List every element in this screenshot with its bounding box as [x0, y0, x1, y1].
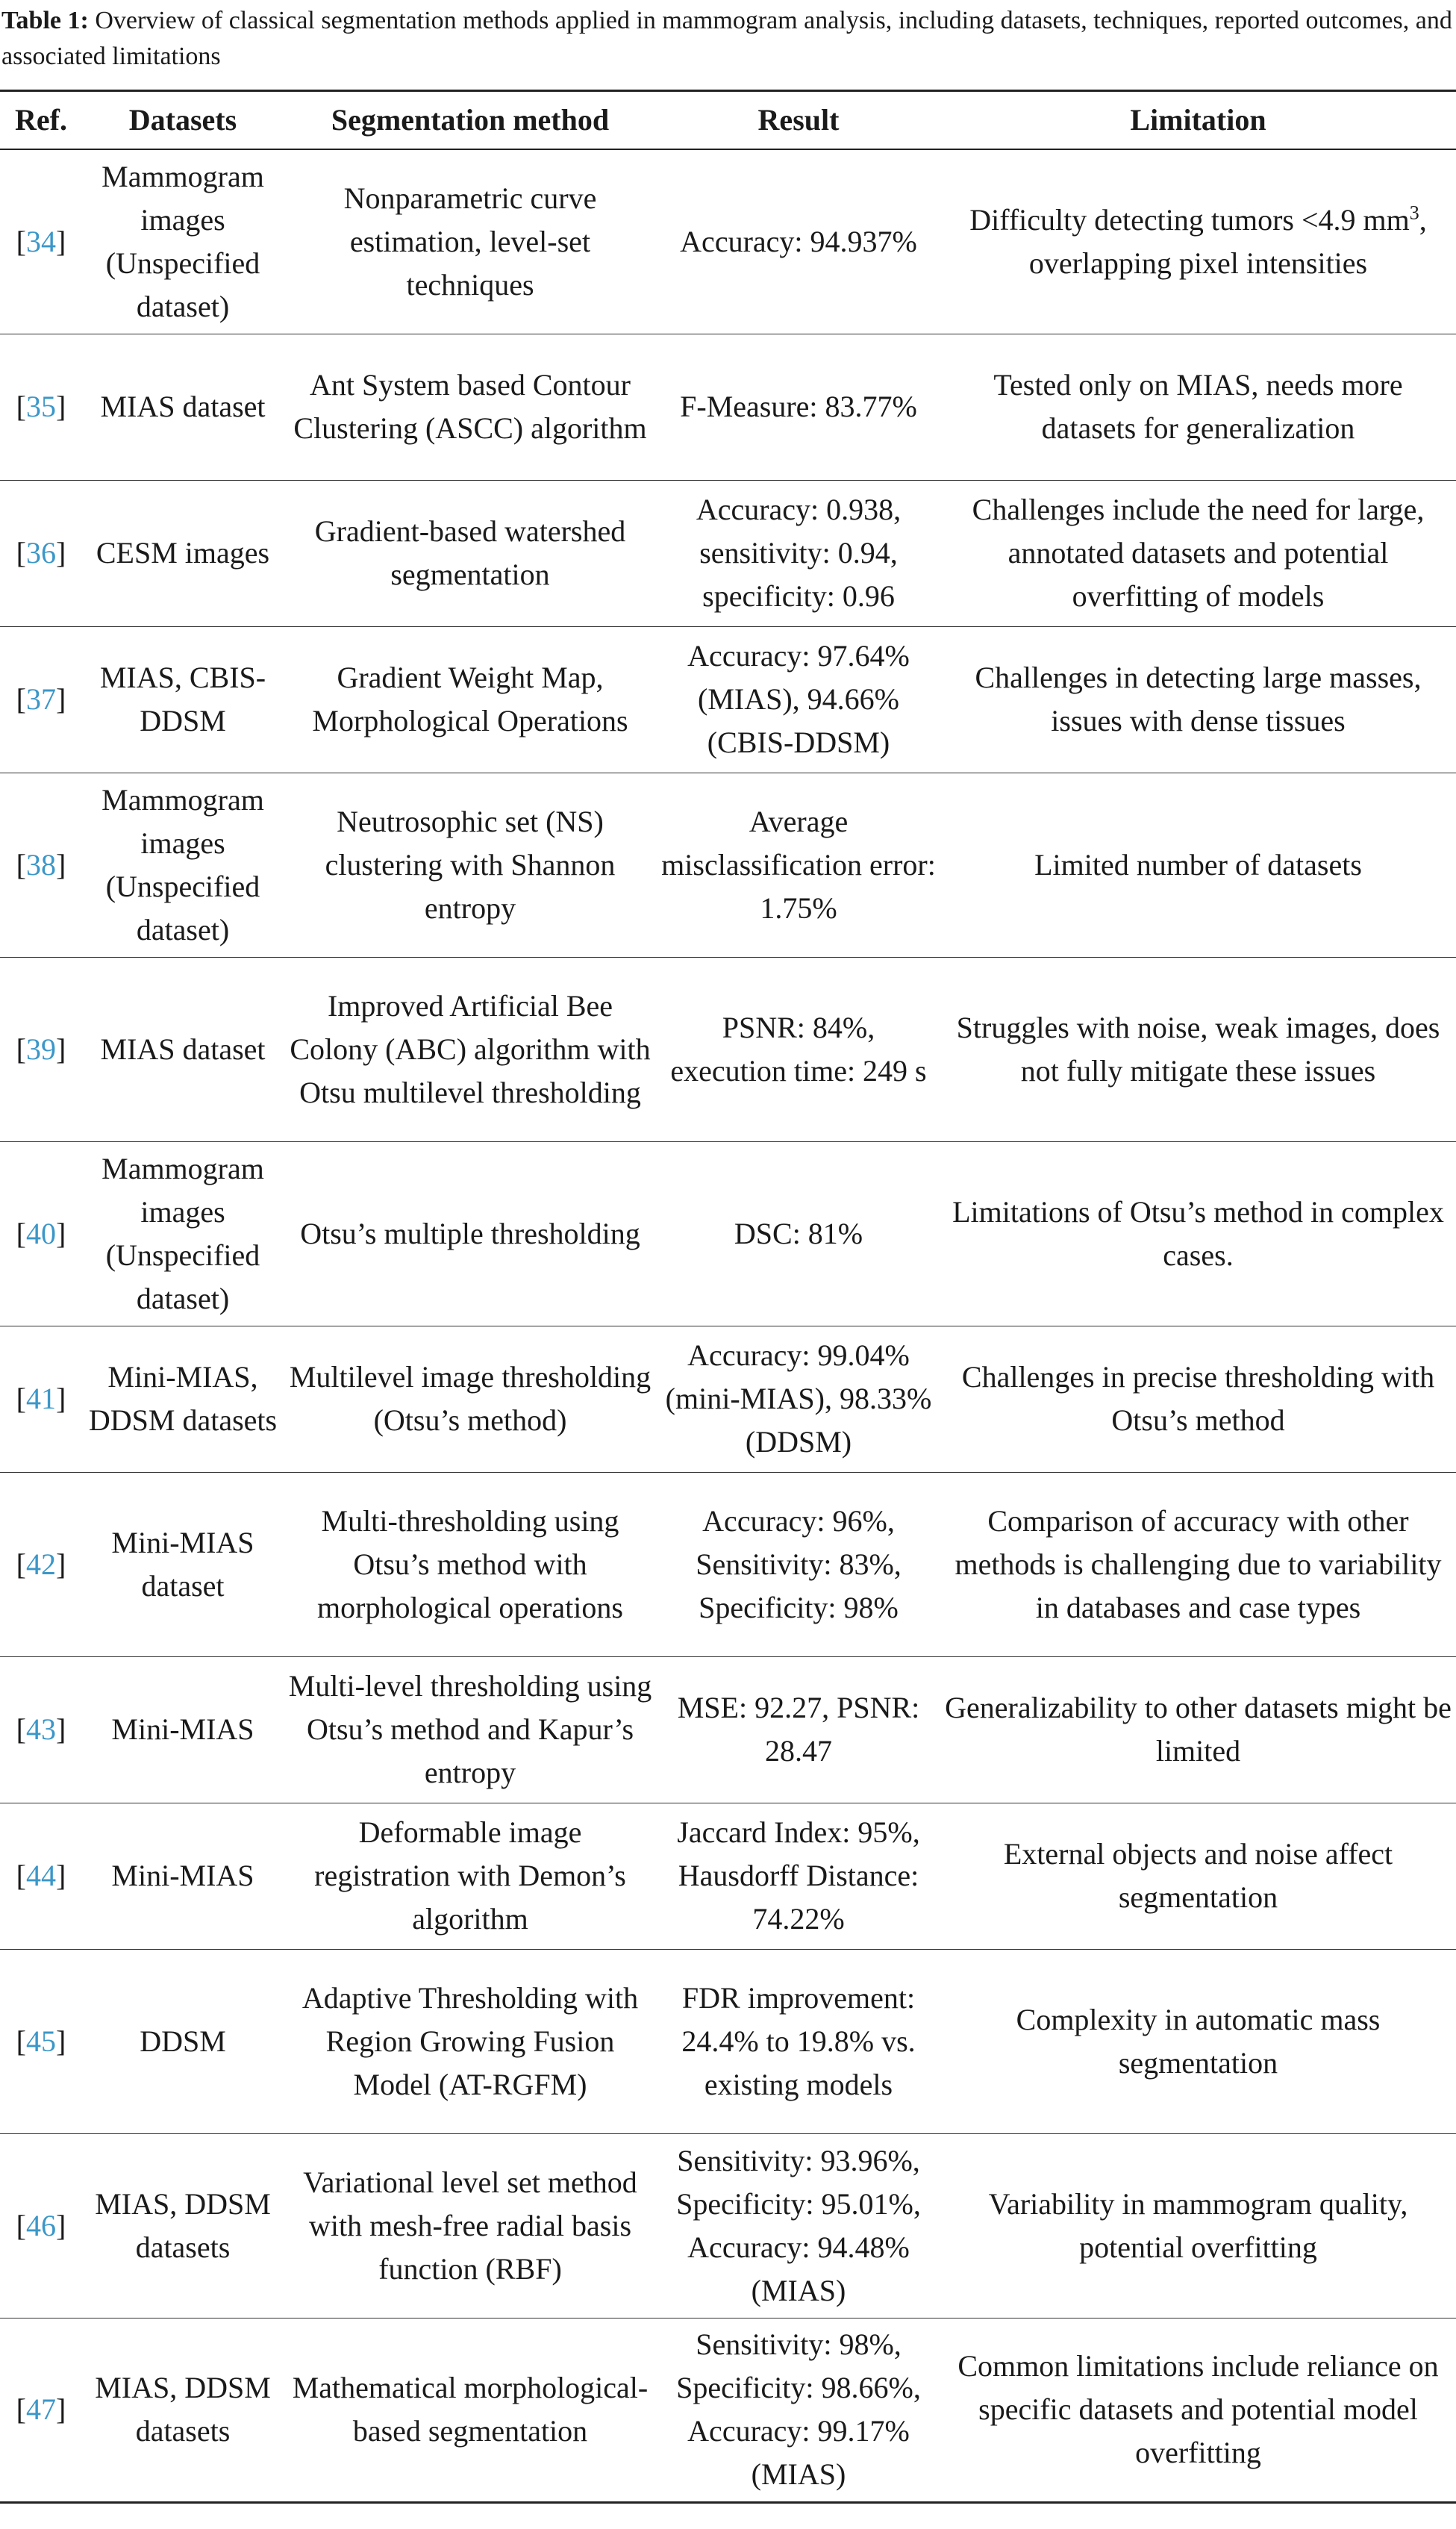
reference-link[interactable]: 39 [26, 1032, 56, 1066]
cell-limitation [940, 149, 1456, 334]
cell-method: Ant System based Contour Clustering (ASCC) algorithm [284, 334, 657, 480]
cell-ref: [36] [0, 480, 82, 626]
limitation-text-b: , overlapping pixel intensities [1028, 202, 1427, 280]
table-row [0, 2133, 1456, 2318]
cell-ref: [46] [0, 2133, 82, 2318]
header-result: Result [657, 91, 940, 150]
cell-datasets: MIAS, CBIS-DDSM [82, 626, 284, 773]
reference-link[interactable]: 36 [26, 536, 56, 570]
cell-result: Accuracy: 0.938, sensitivity: 0.94, specificity: 0.96 [657, 480, 940, 626]
cell-limitation: External objects and noise affect segmentation [940, 1803, 1456, 1949]
table-row [0, 1472, 1456, 1656]
cell-ref: [40] [0, 1141, 82, 1326]
cell-method: Nonparametric curve estimation, level-set techniques [284, 149, 657, 334]
header-row [0, 91, 1456, 150]
table-row [0, 957, 1456, 1141]
header-datasets: Datasets [82, 91, 284, 150]
cell-datasets: Mini-MIAS [82, 1656, 284, 1803]
cell-limitation: Generalizability to other datasets might be limited [940, 1656, 1456, 1803]
table-row [0, 1141, 1456, 1326]
cell-datasets: MIAS dataset [82, 334, 284, 480]
cell-method: Otsu’s multiple thresholding [284, 1141, 657, 1326]
cell-result: DSC: 81% [657, 1141, 940, 1326]
cell-ref: [38] [0, 773, 82, 957]
table-row [0, 626, 1456, 773]
cell-result: PSNR: 84%, execution time: 249 s [657, 957, 940, 1141]
cell-limitation: Limited number of datasets [940, 773, 1456, 957]
cell-method: Gradient-based watershed segmentation [284, 480, 657, 626]
cell-method: Improved Artificial Bee Colony (ABC) algorithm with Otsu multilevel thresholding [284, 957, 657, 1141]
cell-limitation: Common limitations include reliance on specific datasets and potential model overfitting [957, 2349, 1439, 2469]
reference-link[interactable]: 44 [26, 1859, 56, 1892]
cell-result: Jaccard Index: 95%, Hausdorff Distance: 74.22% [657, 1803, 940, 1949]
cell-method: Adaptive Thresholding with Region Growing Fusion Model (AT-RGFM) [284, 1949, 657, 2133]
cell-limitation: Challenges include the need for large, annotated datasets and potential overfitting of models [940, 480, 1456, 626]
reference-link[interactable]: 38 [26, 847, 56, 882]
cell-method: Deformable image registration with Demon’s algorithm [284, 1803, 657, 1949]
cell-ref: [42] [0, 1472, 82, 1656]
cell-method: Multi-thresholding using Otsu’s method with morphological operations [284, 1472, 657, 1656]
header-method: Segmentation method [284, 91, 657, 150]
header-limitation: Limitation [940, 91, 1456, 150]
cell-limitation: Challenges in precise thresholding with Otsu’s method [940, 1326, 1456, 1472]
limitation-superscript: 3 [1409, 202, 1419, 224]
table-row [0, 149, 1456, 334]
table-row [0, 2318, 1456, 2502]
reference-link[interactable]: 37 [26, 682, 56, 716]
cell-limitation: Variability in mammogram quality, potential overfitting [940, 2133, 1456, 2318]
caption-label: Table 1: [1, 7, 89, 34]
cell-ref: [41] [0, 1326, 82, 1472]
cell-result: Average misclassification error: 1.75% [657, 773, 940, 957]
reference-link[interactable]: 46 [26, 2208, 56, 2242]
cell-method: Multilevel image thresholding (Otsu’s method) [284, 1326, 657, 1472]
cell-result: FDR improvement: 24.4% to 19.8% vs. existing models [657, 1949, 940, 2133]
table-row [0, 334, 1456, 480]
cell-result: Sensitivity: 93.96%, Specificity: 95.01%, Accuracy: 94.48% (MIAS) [657, 2133, 940, 2318]
cell-ref: [47] [16, 2392, 66, 2426]
cell-limitation: Struggles with noise, weak images, does not fully mitigate these issues [940, 957, 1456, 1141]
cell-result: Sensitivity: 98%, Specificity: 98.66%, Accuracy: 99.17% (MIAS) [676, 2327, 921, 2491]
cell-limitation: Tested only on MIAS, needs more datasets for generalization [940, 334, 1456, 480]
cell-datasets: MIAS, DDSM datasets [82, 2133, 284, 2318]
segmentation-methods-table [0, 90, 1456, 2504]
reference-link[interactable]: 47 [26, 2392, 56, 2426]
cell-result: F-Measure: 83.77% [657, 334, 940, 480]
table-row [0, 1326, 1456, 1472]
reference-link[interactable]: 45 [26, 2024, 56, 2058]
reference-link[interactable]: 42 [26, 1547, 56, 1581]
table-row [0, 1803, 1456, 1949]
cell-datasets: MIAS dataset [82, 957, 284, 1141]
header-ref: Ref. [0, 91, 82, 150]
cell-datasets: Mammogram images (Unspecified dataset) [82, 1141, 284, 1326]
reference-link[interactable]: 40 [26, 1216, 56, 1250]
cell-datasets: Mini-MIAS [82, 1803, 284, 1949]
cell-limitation: Challenges in detecting large masses, issues with dense tissues [940, 626, 1456, 773]
cell-ref: [44] [0, 1803, 82, 1949]
cell-datasets: Mini-MIAS, DDSM datasets [82, 1326, 284, 1472]
cell-limitation: Comparison of accuracy with other methods is challenging due to variability in databases and case types [940, 1472, 1456, 1656]
cell-method: Variational level set method with mesh-free radial basis function (RBF) [284, 2133, 657, 2318]
cell-datasets: DDSM [82, 1949, 284, 2133]
cell-ref: [35] [0, 334, 82, 480]
cell-method: Neutrosophic set (NS) clustering with Shannon entropy [284, 773, 657, 957]
reference-link[interactable]: 41 [26, 1382, 56, 1415]
table-row [0, 773, 1456, 957]
cell-ref: [39] [0, 957, 82, 1141]
caption-text: Overview of classical segmentation methods applied in mammogram analysis, including datasets, techniques, reported outcomes, and associated limitations [1, 7, 1452, 70]
cell-method: Multi-level thresholding using Otsu’s method and Kapur’s entropy [284, 1656, 657, 1803]
table-row [0, 480, 1456, 626]
reference-link[interactable]: 34 [26, 224, 56, 258]
cell-datasets: MIAS, DDSM datasets [95, 2371, 271, 2448]
cell-result: Accuracy: 97.64% (MIAS), 94.66% (CBIS-DDSM) [657, 626, 940, 773]
table-row [0, 1949, 1456, 2133]
cell-ref: [34] [0, 149, 82, 334]
cell-limitation: Limitations of Otsu’s method in complex cases. [940, 1141, 1456, 1326]
limitation-text-a: Difficulty detecting tumors <4.9 mm [969, 202, 1410, 237]
cell-result: Accuracy: 94.937% [657, 149, 940, 334]
cell-limitation: Complexity in automatic mass segmentation [940, 1949, 1456, 2133]
cell-datasets: Mammogram images (Unspecified dataset) [82, 149, 284, 334]
table-caption [0, 0, 1456, 76]
reference-link[interactable]: 35 [26, 390, 56, 423]
cell-result: MSE: 92.27, PSNR: 28.47 [657, 1656, 940, 1803]
cell-datasets: Mammogram images (Unspecified dataset) [82, 773, 284, 957]
cell-method: Gradient Weight Map, Morphological Operations [284, 626, 657, 773]
cell-ref: [37] [0, 626, 82, 773]
cell-result: Accuracy: 96%, Sensitivity: 83%, Specificity: 98% [657, 1472, 940, 1656]
cell-ref: [43] [0, 1656, 82, 1803]
cell-method: Mathematical morphological-based segmentation [292, 2371, 649, 2448]
cell-result: Accuracy: 99.04% (mini-MIAS), 98.33% (DDSM) [657, 1326, 940, 1472]
cell-datasets: CESM images [82, 480, 284, 626]
cell-ref: [45] [0, 1949, 82, 2133]
table-row [0, 1656, 1456, 1803]
reference-link[interactable]: 43 [26, 1712, 56, 1746]
cell-datasets: Mini-MIAS dataset [82, 1472, 284, 1656]
